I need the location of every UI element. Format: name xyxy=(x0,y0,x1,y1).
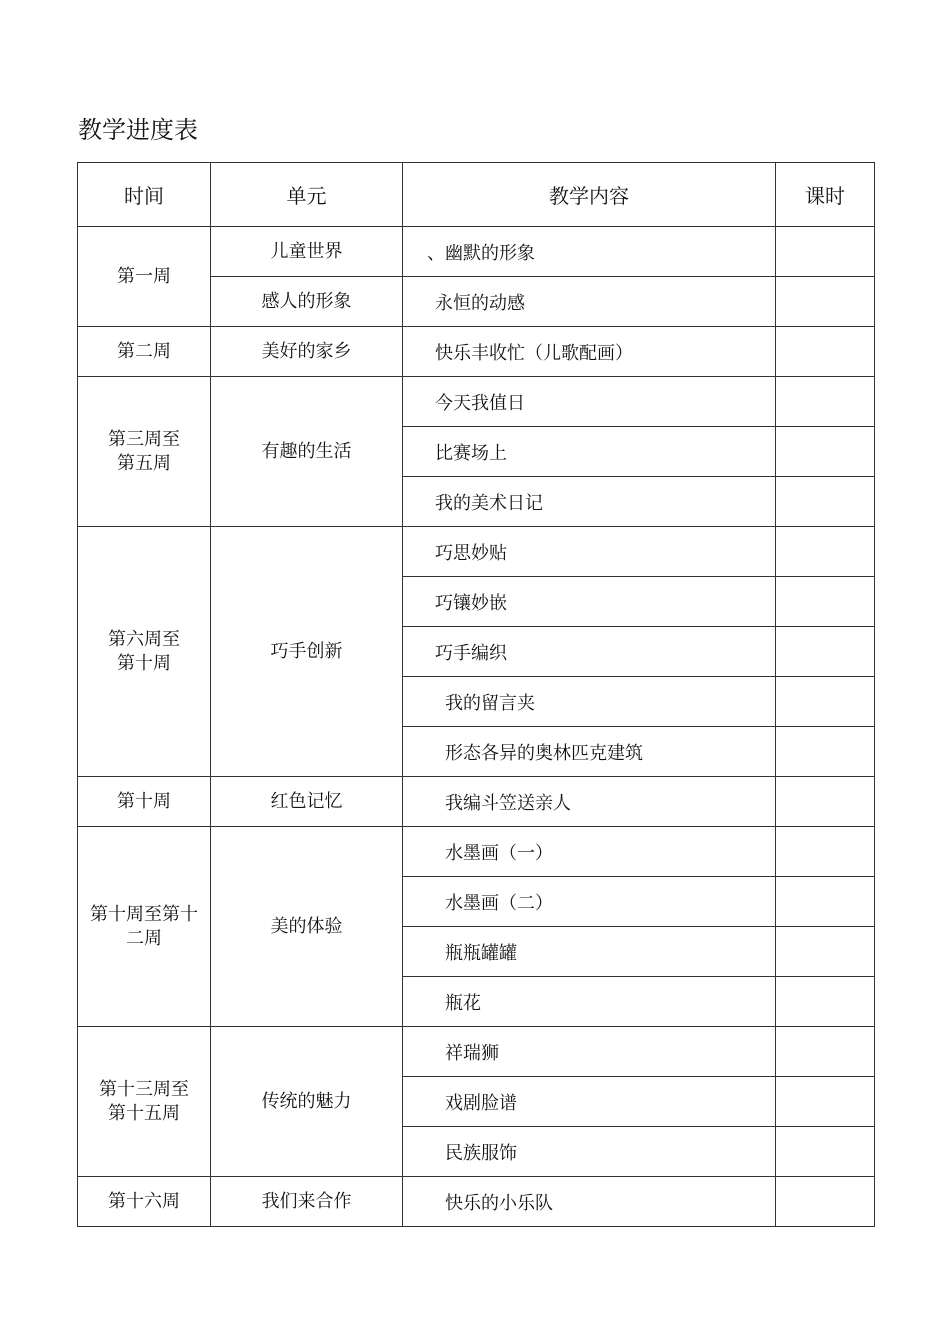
time-line: 第五周 xyxy=(117,452,171,474)
time-cell: 第二周 xyxy=(78,327,211,377)
unit-cell: 巧手创新 xyxy=(211,527,403,777)
content-cell: 快乐丰收忙（儿歌配画） xyxy=(403,327,776,377)
hours-cell xyxy=(776,377,875,427)
header-unit: 单元 xyxy=(211,163,403,227)
hours-cell xyxy=(776,927,875,977)
content-cell: 巧镶妙嵌 xyxy=(403,577,776,627)
hours-cell xyxy=(776,527,875,577)
hours-cell xyxy=(776,877,875,927)
content-cell: 民族服饰 xyxy=(403,1127,776,1177)
content-cell: 我的留言夹 xyxy=(403,677,776,727)
content-cell: 巧思妙贴 xyxy=(403,527,776,577)
content-cell: 巧手编织 xyxy=(403,627,776,677)
unit-cell: 我们来合作 xyxy=(211,1177,403,1227)
hours-cell xyxy=(776,827,875,877)
content-cell: 今天我值日 xyxy=(403,377,776,427)
content-cell: 水墨画（二） xyxy=(403,877,776,927)
table-row xyxy=(78,1177,875,1227)
hours-cell xyxy=(776,727,875,777)
content-cell: 瓶瓶罐罐 xyxy=(403,927,776,977)
content-cell: 瓶花 xyxy=(403,977,776,1027)
unit-cell: 有趣的生活 xyxy=(211,377,403,527)
content-cell: 快乐的小乐队 xyxy=(403,1177,776,1227)
unit-cell: 美的体验 xyxy=(211,827,403,1027)
content-cell: 我编斗笠送亲人 xyxy=(403,777,776,827)
header-time: 时间 xyxy=(78,163,211,227)
time-line: 第十三周至 xyxy=(99,1078,189,1100)
header-hours: 课时 xyxy=(776,163,875,227)
table-row xyxy=(78,327,875,377)
content-cell: 永恒的动感 xyxy=(403,277,776,327)
table-row xyxy=(78,527,875,577)
time-line: 二周 xyxy=(126,927,162,949)
unit-cell: 感人的形象 xyxy=(211,277,403,327)
header-content: 教学内容 xyxy=(403,163,776,227)
hours-cell xyxy=(776,577,875,627)
time-cell: 第十周 xyxy=(78,777,211,827)
time-cell xyxy=(78,527,211,777)
unit-cell: 儿童世界 xyxy=(211,227,403,277)
content-cell: 形态各异的奥林匹克建筑 xyxy=(403,727,776,777)
time-line: 第十五周 xyxy=(108,1102,180,1124)
hours-cell xyxy=(776,477,875,527)
content-cell: 水墨画（一） xyxy=(403,827,776,877)
time-cell: 第十六周 xyxy=(78,1177,211,1227)
unit-cell: 传统的魅力 xyxy=(211,1027,403,1177)
time-cell xyxy=(78,377,211,527)
hours-cell xyxy=(776,327,875,377)
table-row xyxy=(78,777,875,827)
hours-cell xyxy=(776,1027,875,1077)
header-row xyxy=(78,163,875,227)
unit-cell: 红色记忆 xyxy=(211,777,403,827)
content-cell: 比赛场上 xyxy=(403,427,776,477)
hours-cell xyxy=(776,427,875,477)
time-line: 第十周 xyxy=(117,652,171,674)
hours-cell xyxy=(776,677,875,727)
time-cell: 第一周 xyxy=(78,227,211,327)
time-cell xyxy=(78,1027,211,1177)
content-cell: 我的美术日记 xyxy=(403,477,776,527)
hours-cell xyxy=(776,977,875,1027)
time-line: 第六周至 xyxy=(108,628,180,650)
time-line: 第十周至第十 xyxy=(90,903,198,925)
hours-cell xyxy=(776,227,875,277)
content-cell: 祥瑞狮 xyxy=(403,1027,776,1077)
hours-cell xyxy=(776,1127,875,1177)
table-row xyxy=(78,377,875,427)
content-cell: 戏剧脸谱 xyxy=(403,1077,776,1127)
time-line: 第三周至 xyxy=(108,428,180,450)
table-row xyxy=(78,1027,875,1077)
hours-cell xyxy=(776,277,875,327)
schedule-table xyxy=(77,162,875,1227)
hours-cell xyxy=(776,1177,875,1227)
page-title: 教学进度表 xyxy=(78,116,198,144)
hours-cell xyxy=(776,1077,875,1127)
table-row xyxy=(78,827,875,877)
content-cell: 、幽默的形象 xyxy=(403,227,776,277)
unit-cell: 美好的家乡 xyxy=(211,327,403,377)
table-row xyxy=(78,227,875,277)
hours-cell xyxy=(776,777,875,827)
hours-cell xyxy=(776,627,875,677)
time-cell xyxy=(78,827,211,1027)
